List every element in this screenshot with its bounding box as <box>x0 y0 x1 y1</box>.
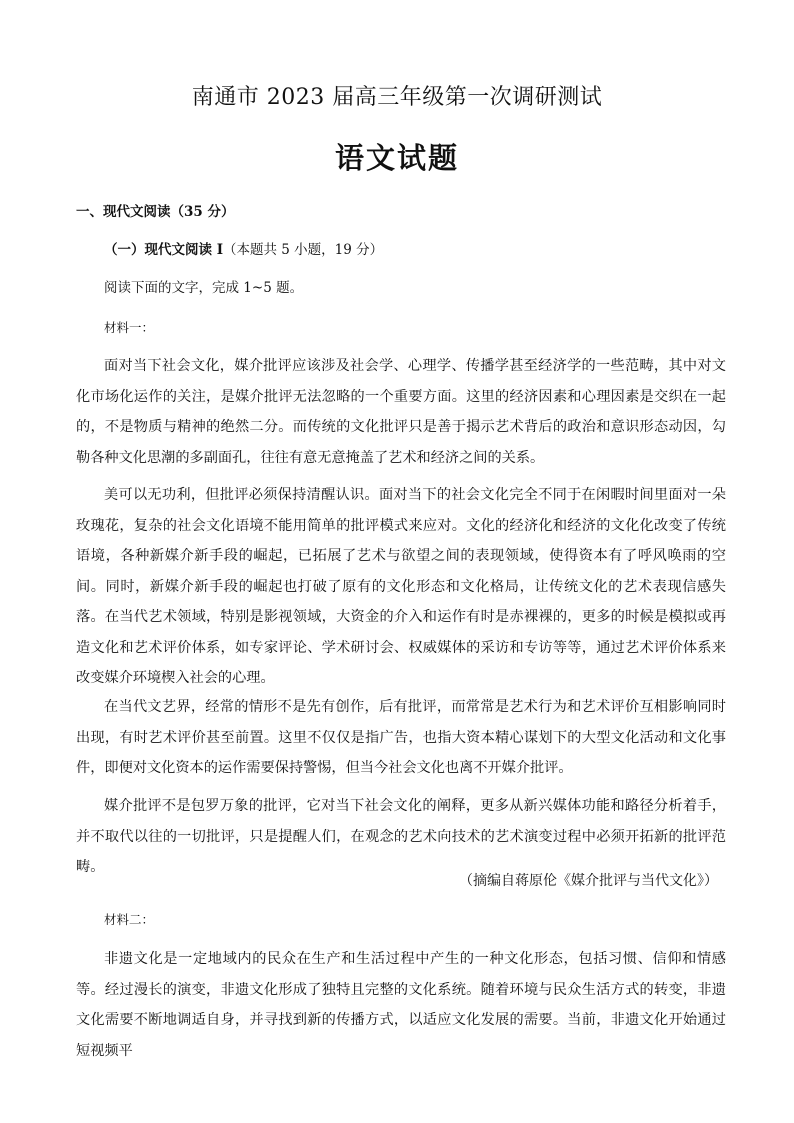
material-1-label: 材料一： <box>104 320 155 335</box>
section-heading: 一、现代文阅读（35 分） <box>76 204 235 220</box>
sub-heading-title: （一）现代文阅读 I <box>104 242 224 258</box>
exam-title: 南通市 2023 届高三年级第一次调研测试 <box>191 85 603 110</box>
subject-title: 语文试题 <box>334 141 459 175</box>
material-1-paragraph: 在当代文艺界，经常的情形不是先有创作，后有批评，而常常是艺术行为和艺术评价互相影响同时出现，有时艺术评价甚至前置。这里不仅仅是指广告，也指大资本精心谋划下的大型文化活动和文化事件，即便对文化资本的运作需要保持警惕，但当今社会文化也离不开媒介批评。 <box>76 699 726 776</box>
material-2-paragraph: 非遗文化是一定地域内的民众在生产和生活过程中产生的一种文化形态，包括习惯、信仰和情感等。经过漫长的演变，非遗文化形成了独特且完整的文化系统。随着环境与民众生活方式的转变，非遗文化需要不断地调适自身，并寻找到新的传播方式，以适应文化发展的需要。当前，非遗文化开始通过短视频平 <box>76 951 726 1059</box>
instruction-text: 阅读下面的文字，完成 1~5 题。 <box>104 280 304 296</box>
material-1-paragraph: 媒介批评不是包罗万象的批评，它对当下社会文化的阐释，更多从新兴媒体功能和路径分析着手，并不取代以往的一切批评，只是提醒人们，在观念的艺术向技术的艺术演变过程中必须开拓新的批评范畴。 <box>76 798 726 875</box>
sub-heading-note: （本题共 5 小题，19 分） <box>223 242 384 258</box>
material-1-paragraph: 面对当下社会文化，媒介批评应该涉及社会学、心理学、传播学甚至经济学的一些范畴，其中对文化市场化运作的关注，是媒介批评无法忽略的一个重要方面。这里的经济因素和心理因素是交织在一起的，不是物质与精神的绝然二分。而传统的文化批评只是善于揭示艺术背后的政治和意识形态动因，勾勒各种文化思潮的多副面孔，往往有意无意掩盖了艺术和经济之间的关系。 <box>76 358 726 466</box>
material-1-paragraph: 美可以无功利，但批评必须保持清醒认识。面对当下的社会文化完全不同于在闲暇时间里面对一朵玫瑰花，复杂的社会文化语境不能用简单的批评模式来应对。文化的经济化和经济的文化化改变了传统语境，各种新媒介新手段的崛起，已拓展了艺术与欲望之间的表现领域，使得资本有了呼风唤雨的空间。同时，新媒介新手段的崛起也打破了原有的文化形态和文化格局，让传统文化的艺术表现信感失落。在当代艺术领域，特别是影视领域，大资金的介入和运作有时是赤裸裸的，更多的时候是模拟或再造文化和艺术评价体系，如专家评论、学术研讨会、权威媒体的采访和专访等等，通过艺术评价体系来改变媒介环境楔入社会的心理。 <box>76 487 726 686</box>
material-2-label: 材料二： <box>104 912 155 927</box>
material-1-source: （摘编自蒋原伦《媒介批评与当代文化》） <box>459 873 718 889</box>
sub-heading <box>104 238 383 258</box>
